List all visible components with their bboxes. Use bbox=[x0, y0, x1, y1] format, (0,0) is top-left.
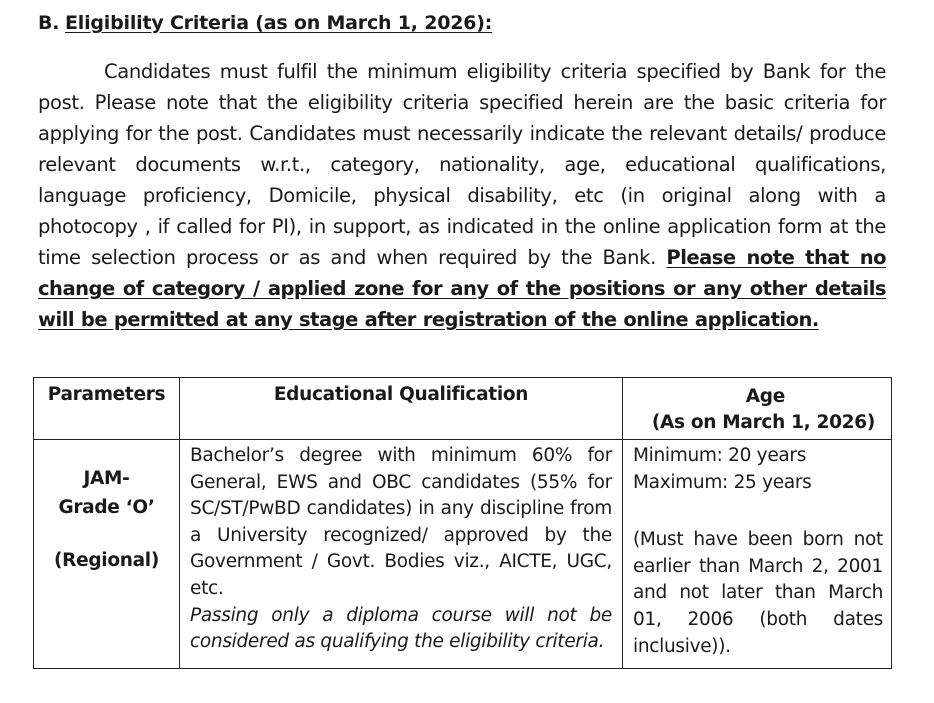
paragraph-emphasis: Please note that no change of category / applied zone for any of the positions or any other details will be permitted at any stage after registration of the online application. bbox=[38, 246, 886, 331]
education-text: Bachelor’s degree with minimum 60% for General, EWS and OBC candidates (55% for SC/ST/PwBD candidates) in any discipline from a University recognized/ approved by the Government / Govt. Bodies viz., AICTE, UGC, etc. bbox=[190, 445, 612, 599]
post-name-line1: JAM- bbox=[83, 468, 130, 489]
post-region: (Regional) bbox=[54, 550, 159, 571]
age-minimum: Minimum: 20 years bbox=[633, 445, 807, 466]
section-heading bbox=[38, 12, 492, 34]
section-number: B. bbox=[38, 12, 60, 34]
eligibility-paragraph bbox=[38, 56, 886, 335]
paragraph-text: Candidates must fulfil the minimum eligibility criteria specified by Bank for the post. Please note that the eligibility criteria specified herein are the basic criteria for applying for the post. Candidates must necessarily indicate the relevant details/ produce relevant documents w.r.t., category, nationality, age, educational qualifications, language proficiency, Domicile, physical disability, etc (in original along with a photocopy , if called for PI), in support, as indicated in the online application form at the time selection process or as and when required by the Bank. bbox=[38, 60, 886, 269]
table-row bbox=[34, 440, 892, 669]
age-note: (Must have been born not earlier than March 2, 2001 and not later than March 01, 2006 (both dates inclusive)). bbox=[633, 529, 883, 657]
header-educational-qualification: Educational Qualification bbox=[180, 378, 623, 440]
post-cell bbox=[34, 440, 180, 669]
age-cell bbox=[623, 440, 892, 669]
header-age-date: (As on March 1, 2026) bbox=[651, 412, 875, 433]
education-note: Passing only a diploma course will not be considered as qualifying the eligibility criteria. bbox=[190, 604, 612, 653]
eligibility-table bbox=[33, 377, 892, 669]
age-maximum: Maximum: 25 years bbox=[633, 471, 812, 493]
education-cell bbox=[180, 440, 623, 669]
header-age bbox=[623, 378, 892, 440]
header-age-title: Age bbox=[745, 386, 785, 407]
header-parameters: Parameters bbox=[34, 378, 180, 440]
post-name-line2: Grade ‘O’ bbox=[58, 497, 155, 518]
table-header-row bbox=[34, 378, 892, 440]
section-title: Eligibility Criteria (as on March 1, 2026): bbox=[65, 12, 493, 34]
